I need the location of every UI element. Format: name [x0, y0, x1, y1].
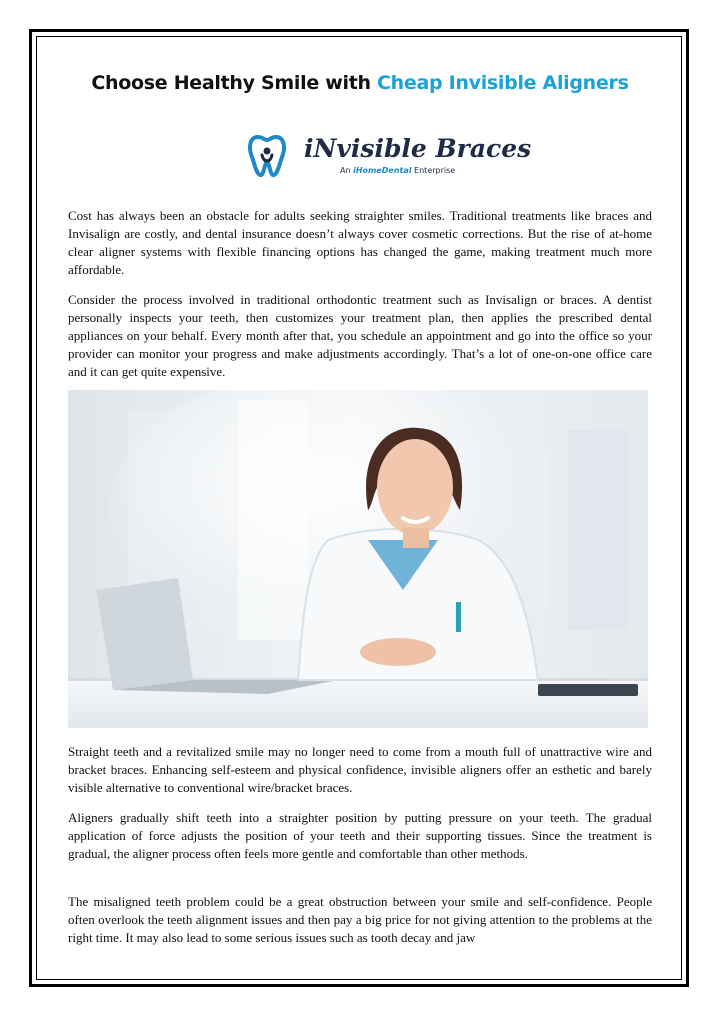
page-title — [0, 72, 720, 94]
paragraph-misaligned-teeth: The misaligned teeth problem could be a great obstruction between your smile and self-confidence. People often overlook the teeth alignment issues and then pay a big price for not giving attention to the problems at the right time. It may also lead to some serious issues such as tooth decay and jaw — [68, 894, 652, 945]
paragraph-aligners-shift: Aligners gradually shift teeth into a straighter position by putting pressure on your teeth. The gradual application of force adjusts the position of your teeth and their supporting tissues. Since the treatment is gradual, the aligner process often feels more gentle and comfortable than other methods. — [68, 810, 652, 861]
title-prefix: Choose Healthy Smile with — [91, 72, 378, 94]
paragraph-traditional-process: Consider the process involved in traditional orthodontic treatment such as Invisalign or braces. A dentist personally inspects your teeth, then customizes your treatment plan, then applies the prescribed dental appliances on your behalf. Every month after that, you schedule an appointment and go into the office so your provider can monitor your progress and make adjustments accordingly. That’s a lot of one-on-one office care and it can get quite expensive. — [68, 292, 652, 379]
title-accent: Cheap Invisible Aligners — [377, 72, 629, 94]
paragraph-straight-teeth: Straight teeth and a revitalized smile may no longer need to come from a mouth full of unattractive wire and bracket braces. Enhancing self-esteem and physical confidence, invisible aligners offer an esthetic and barely visible alternative to conventional wire/bracket braces. — [68, 744, 652, 795]
logo-brand-text: iNvisible Braces — [304, 134, 532, 163]
brand-logo — [240, 113, 532, 193]
paragraph-intro: Cost has always been an obstacle for adults seeking straighter smiles. Traditional treatments like braces and Invisalign are costly, and dental insurance doesn’t always cover cosmetic corrections. But the rise of at-home clear aligner systems with flexible financing options has changed the game, making treatment much more affordable. — [68, 208, 652, 277]
logo-tagline: An iHomeDental Enterprise — [340, 166, 456, 175]
dentist-photo — [68, 390, 648, 728]
